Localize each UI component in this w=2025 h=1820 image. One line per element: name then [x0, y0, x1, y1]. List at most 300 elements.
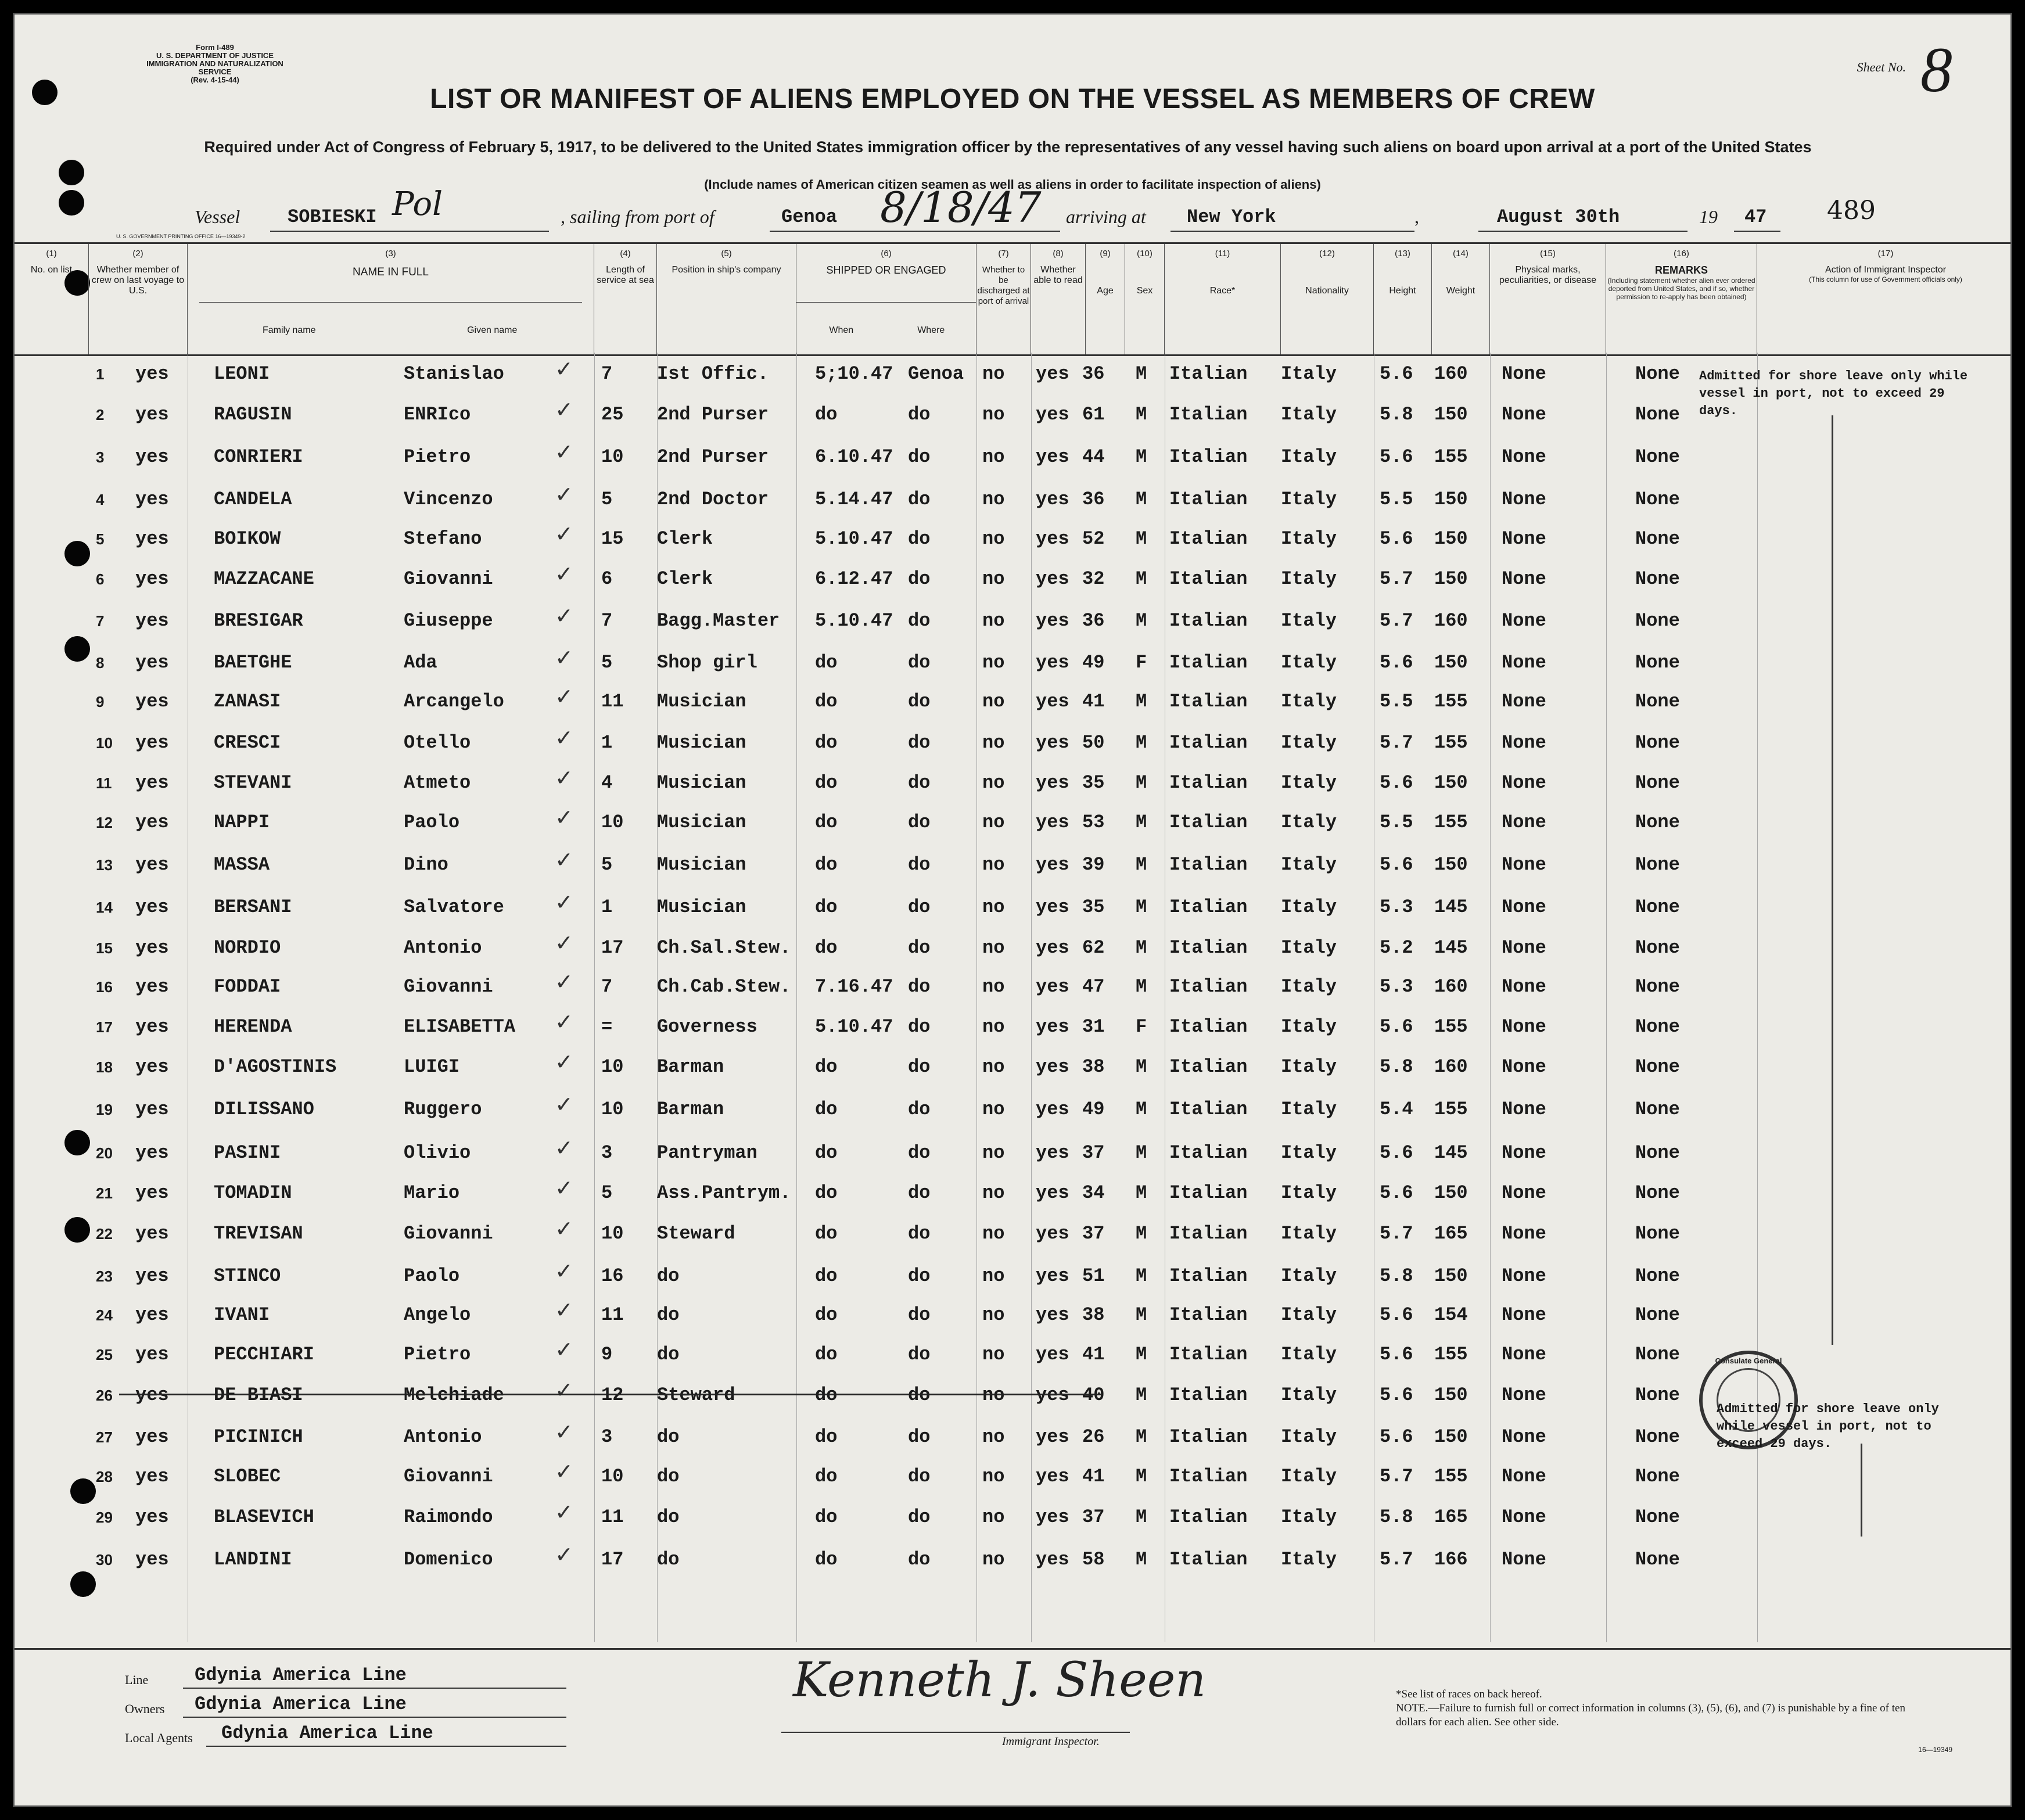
- cell-position: Steward: [657, 1223, 735, 1244]
- col-header-sex: (10) Sex: [1125, 244, 1165, 354]
- cell-given-name: Angelo: [404, 1304, 471, 1326]
- table-row: [15, 930, 2010, 978]
- cell-shipped-where: do: [908, 854, 931, 875]
- cell-shipped-where: do: [908, 976, 931, 997]
- cell-nationality: Italy: [1281, 1506, 1337, 1528]
- cell-age: 37: [1082, 1506, 1105, 1528]
- cell-position: Governess: [657, 1016, 757, 1038]
- cell-service: 3: [601, 1426, 613, 1448]
- cell-service: 10: [601, 1466, 624, 1487]
- cell-age: 41: [1082, 1344, 1105, 1365]
- cell-age: 38: [1082, 1056, 1105, 1078]
- cell-remarks: None: [1635, 363, 1680, 385]
- cell-sex: M: [1136, 1056, 1147, 1078]
- agents-value: Gdynia America Line: [221, 1722, 433, 1744]
- cell-discharged: no: [982, 404, 1005, 425]
- cell-weight: 150: [1434, 1384, 1468, 1406]
- cell-age: 37: [1082, 1142, 1105, 1164]
- cell-weight: 150: [1434, 568, 1468, 590]
- cell-shipped-where: do: [908, 732, 931, 753]
- cell-no: 8: [96, 654, 105, 672]
- cell-discharged: no: [982, 1182, 1005, 1204]
- col-header-remarks: (16) REMARKS (Including statement whether alien ever ordered deported from United States, and if so, whether permission to re-apply has been obtained): [1606, 244, 1757, 354]
- cell-age: 62: [1082, 937, 1105, 959]
- cell-read: yes: [1036, 610, 1069, 631]
- cell-position: Musician: [657, 691, 746, 712]
- cell-shipped-when: do: [815, 691, 838, 712]
- sheet-label: Sheet No.: [1857, 60, 1906, 74]
- cell-shipped-where: do: [908, 1056, 931, 1078]
- cell-height: 5.6: [1380, 1384, 1413, 1406]
- cell-weight: 150: [1434, 652, 1468, 673]
- cell-prev-voyage: yes: [135, 1142, 169, 1164]
- cell-remarks: None: [1635, 1099, 1680, 1120]
- cell-read: yes: [1036, 528, 1069, 550]
- cell-marks: None: [1502, 489, 1546, 510]
- cell-height: 5.8: [1380, 1056, 1413, 1078]
- cell-no: 28: [96, 1468, 113, 1485]
- cell-marks: None: [1502, 1384, 1546, 1406]
- cell-prev-voyage: yes: [135, 363, 169, 385]
- cell-nationality: Italy: [1281, 652, 1337, 673]
- cell-weight: 150: [1434, 404, 1468, 425]
- cell-read: yes: [1036, 446, 1069, 468]
- cell-sex: M: [1136, 854, 1147, 875]
- cell-prev-voyage: yes: [135, 812, 169, 833]
- cell-position: 2nd Doctor: [657, 489, 769, 510]
- cell-discharged: no: [982, 772, 1005, 794]
- cell-prev-voyage: yes: [135, 976, 169, 997]
- cell-remarks: None: [1635, 976, 1680, 997]
- check-mark-icon: ✓: [555, 1419, 573, 1445]
- form-number: Form I-489: [196, 43, 234, 52]
- cell-age: 47: [1082, 976, 1105, 997]
- cell-prev-voyage: yes: [135, 1016, 169, 1038]
- cell-race: Italian: [1169, 1223, 1248, 1244]
- col-header-name: (3) NAME IN FULL Family name Given name: [188, 244, 594, 354]
- cell-read: yes: [1036, 772, 1069, 794]
- check-mark-icon: ✓: [555, 356, 573, 382]
- cell-nationality: Italy: [1281, 691, 1337, 712]
- cell-nationality: Italy: [1281, 363, 1337, 385]
- cell-given-name: Pietro: [404, 1344, 471, 1365]
- cell-given-name: ELISABETTA: [404, 1016, 516, 1038]
- col-header-weight: (14) Weight: [1432, 244, 1490, 354]
- cell-no: 17: [96, 1018, 113, 1036]
- cell-nationality: Italy: [1281, 1304, 1337, 1326]
- cell-discharged: no: [982, 568, 1005, 590]
- cell-remarks: None: [1635, 1056, 1680, 1078]
- cell-shipped-where: do: [908, 1016, 931, 1038]
- cell-no: 14: [96, 899, 113, 916]
- cell-position: Clerk: [657, 568, 713, 590]
- owners-label: Owners: [125, 1701, 165, 1716]
- form-code: 16—19349: [1918, 1746, 1952, 1754]
- cell-age: 50: [1082, 732, 1105, 753]
- table-row: [15, 889, 2010, 937]
- cell-remarks: None: [1635, 1182, 1680, 1204]
- cell-height: 5.6: [1380, 854, 1413, 875]
- cell-prev-voyage: yes: [135, 1056, 169, 1078]
- cell-remarks: None: [1635, 854, 1680, 875]
- cell-no: 2: [96, 406, 105, 423]
- check-mark-icon: ✓: [555, 439, 573, 465]
- cell-weight: 150: [1434, 854, 1468, 875]
- table-row: [15, 684, 2010, 731]
- cell-service: 6: [601, 568, 613, 590]
- cell-height: 5.7: [1380, 610, 1413, 631]
- cell-height: 5.8: [1380, 1265, 1413, 1287]
- col-header-shipped: (6) SHIPPED OR ENGAGED When Where: [796, 244, 976, 354]
- table-row: [15, 1175, 2010, 1223]
- cell-sex: M: [1136, 610, 1147, 631]
- table-row: [15, 1049, 2010, 1097]
- cell-shipped-where: do: [908, 446, 931, 468]
- cell-family-name: STINCO: [214, 1265, 281, 1287]
- cell-shipped-when: 5.10.47: [815, 528, 893, 550]
- cell-marks: None: [1502, 404, 1546, 425]
- cell-remarks: None: [1635, 1549, 1680, 1570]
- cell-prev-voyage: yes: [135, 1099, 169, 1120]
- cell-given-name: Raimondo: [404, 1506, 493, 1528]
- cell-family-name: PICINICH: [214, 1426, 303, 1448]
- cell-race: Italian: [1169, 937, 1248, 959]
- cell-read: yes: [1036, 1384, 1069, 1406]
- cell-sex: M: [1136, 1466, 1147, 1487]
- manifest-sheet: [13, 13, 2012, 1807]
- cell-marks: None: [1502, 1056, 1546, 1078]
- inspector-signature: Kenneth J. Sheen: [793, 1653, 1207, 1708]
- cell-remarks: None: [1635, 1384, 1680, 1406]
- cell-sex: M: [1136, 446, 1147, 468]
- cell-shipped-where: do: [908, 1099, 931, 1120]
- cell-remarks: None: [1635, 1223, 1680, 1244]
- cell-prev-voyage: yes: [135, 1265, 169, 1287]
- cell-marks: None: [1502, 1304, 1546, 1326]
- page-subtitle-note: (Include names of American citizen seamen as well as aliens in order to facilitate inspection of aliens): [704, 177, 1321, 192]
- cell-shipped-where: do: [908, 1304, 931, 1326]
- cell-remarks: None: [1635, 446, 1680, 468]
- cell-age: 35: [1082, 772, 1105, 794]
- cell-remarks: None: [1635, 1466, 1680, 1487]
- cell-weight: 150: [1434, 1426, 1468, 1448]
- check-mark-icon: ✓: [555, 397, 573, 422]
- cell-height: 5.7: [1380, 568, 1413, 590]
- check-mark-icon: ✓: [555, 1377, 573, 1403]
- cell-no: 19: [96, 1101, 113, 1118]
- cell-discharged: no: [982, 1426, 1005, 1448]
- cell-remarks: None: [1635, 1506, 1680, 1528]
- vessel-name: SOBIESKI: [288, 206, 377, 228]
- cell-no: 4: [96, 491, 105, 508]
- cell-shipped-when: do: [815, 896, 838, 918]
- cell-marks: None: [1502, 1426, 1546, 1448]
- cell-no: 13: [96, 856, 113, 874]
- cell-height: 5.6: [1380, 528, 1413, 550]
- cell-nationality: Italy: [1281, 1182, 1337, 1204]
- cell-service: 15: [601, 528, 624, 550]
- cell-shipped-where: Genoa: [908, 363, 964, 385]
- cell-marks: None: [1502, 691, 1546, 712]
- cell-age: 58: [1082, 1549, 1105, 1570]
- cell-shipped-where: do: [908, 528, 931, 550]
- cell-race: Italian: [1169, 568, 1248, 590]
- col-header-action: (17) Action of Immigrant Inspector (This column for use of Government officials only): [1809, 249, 1962, 283]
- cell-shipped-when: do: [815, 1099, 838, 1120]
- cell-discharged: no: [982, 691, 1005, 712]
- cell-family-name: BOIKOW: [214, 528, 281, 550]
- races-note: *See list of races on back hereof.: [1396, 1688, 1542, 1700]
- cell-marks: None: [1502, 568, 1546, 590]
- cell-nationality: Italy: [1281, 1056, 1337, 1078]
- table-row: [15, 1542, 2010, 1589]
- cell-no: 12: [96, 814, 113, 831]
- cell-family-name: BERSANI: [214, 896, 292, 918]
- cell-sex: M: [1136, 1506, 1147, 1528]
- cell-age: 38: [1082, 1304, 1105, 1326]
- cell-sex: M: [1136, 1182, 1147, 1204]
- col-header-race: (11) Race*: [1165, 244, 1281, 354]
- cell-service: 25: [601, 404, 624, 425]
- cell-race: Italian: [1169, 446, 1248, 468]
- cell-nationality: Italy: [1281, 446, 1337, 468]
- cell-family-name: RAGUSIN: [214, 404, 292, 425]
- cell-height: 5.6: [1380, 1182, 1413, 1204]
- cell-nationality: Italy: [1281, 1466, 1337, 1487]
- cell-shipped-where: do: [908, 404, 931, 425]
- cell-race: Italian: [1169, 1265, 1248, 1287]
- cell-sex: M: [1136, 489, 1147, 510]
- table-row: [15, 725, 2010, 773]
- cell-family-name: MASSA: [214, 854, 270, 875]
- check-mark-icon: ✓: [555, 805, 573, 830]
- cell-sex: M: [1136, 528, 1147, 550]
- cell-sex: M: [1136, 1344, 1147, 1365]
- cell-race: Italian: [1169, 976, 1248, 997]
- cell-read: yes: [1036, 1099, 1069, 1120]
- cell-marks: None: [1502, 1142, 1546, 1164]
- cell-height: 5.7: [1380, 1223, 1413, 1244]
- cell-weight: 160: [1434, 363, 1468, 385]
- footer-divider: [15, 1648, 2010, 1650]
- action-note-2: Admitted for shore leave only while vessel in port, not to exceed 29 days.: [1717, 1402, 1939, 1451]
- cell-service: 17: [601, 1549, 624, 1570]
- cell-shipped-when: do: [815, 652, 838, 673]
- check-mark-icon: ✓: [555, 889, 573, 915]
- cell-service: 5: [601, 1182, 613, 1204]
- cell-shipped-where: do: [908, 1223, 931, 1244]
- arrival-year: 47: [1744, 206, 1767, 228]
- check-mark-icon: ✓: [555, 684, 573, 709]
- cell-family-name: LANDINI: [214, 1549, 292, 1570]
- cell-position: Clerk: [657, 528, 713, 550]
- cell-given-name: Giovanni: [404, 976, 493, 997]
- cell-nationality: Italy: [1281, 489, 1337, 510]
- check-mark-icon: ✓: [555, 645, 573, 670]
- printing-office-note: U. S. GOVERNMENT PRINTING OFFICE 16—19349-2: [116, 234, 246, 239]
- cell-position: Pantryman: [657, 1142, 757, 1164]
- cell-remarks: None: [1635, 1426, 1680, 1448]
- cell-given-name: Atmeto: [404, 772, 471, 794]
- cell-height: 5.6: [1380, 1344, 1413, 1365]
- cell-nationality: Italy: [1281, 1265, 1337, 1287]
- cell-given-name: Melchiade: [404, 1384, 504, 1406]
- cell-sex: M: [1136, 976, 1147, 997]
- table-row: [15, 1135, 2010, 1183]
- cell-service: 3: [601, 1142, 613, 1164]
- cell-height: 5.3: [1380, 976, 1413, 997]
- action-note-1: Admitted for shore leave only while vessel in port, not to exceed 29 days.: [1699, 369, 1968, 418]
- cell-family-name: CANDELA: [214, 489, 292, 510]
- cell-no: 15: [96, 939, 113, 957]
- cell-prev-voyage: yes: [135, 1223, 169, 1244]
- cell-age: 40: [1082, 1384, 1105, 1406]
- cell-nationality: Italy: [1281, 528, 1337, 550]
- cell-shipped-when: do: [815, 732, 838, 753]
- cell-marks: None: [1502, 812, 1546, 833]
- cell-service: 7: [601, 363, 613, 385]
- cell-race: Italian: [1169, 1426, 1248, 1448]
- cell-position: Musician: [657, 812, 746, 833]
- cell-age: 44: [1082, 446, 1105, 468]
- cell-prev-voyage: yes: [135, 896, 169, 918]
- cell-position: Steward: [657, 1384, 735, 1406]
- cell-given-name: Stefano: [404, 528, 482, 550]
- cell-discharged: no: [982, 1304, 1005, 1326]
- cell-race: Italian: [1169, 404, 1248, 425]
- cell-shipped-when: do: [815, 1304, 838, 1326]
- cell-remarks: None: [1635, 691, 1680, 712]
- cell-discharged: no: [982, 1466, 1005, 1487]
- cell-weight: 145: [1434, 1142, 1468, 1164]
- cell-prev-voyage: yes: [135, 1426, 169, 1448]
- agents-label: Local Agents: [125, 1731, 193, 1745]
- table-row: [15, 603, 2010, 651]
- check-mark-icon: ✓: [555, 765, 573, 791]
- check-mark-icon: ✓: [555, 521, 573, 547]
- cell-service: 12: [601, 1384, 624, 1406]
- cell-position: do: [657, 1426, 680, 1448]
- cell-remarks: None: [1635, 772, 1680, 794]
- cell-weight: 145: [1434, 937, 1468, 959]
- cell-no: 6: [96, 570, 105, 588]
- cell-height: 5.7: [1380, 732, 1413, 753]
- cell-race: Italian: [1169, 1056, 1248, 1078]
- cell-nationality: Italy: [1281, 812, 1337, 833]
- table-row: [15, 521, 2010, 569]
- cell-nationality: Italy: [1281, 937, 1337, 959]
- cell-prev-voyage: yes: [135, 528, 169, 550]
- cell-marks: None: [1502, 652, 1546, 673]
- cell-shipped-when: 5.10.47: [815, 610, 893, 631]
- cell-prev-voyage: yes: [135, 1384, 169, 1406]
- cell-discharged: no: [982, 812, 1005, 833]
- cell-shipped-when: 6.10.47: [815, 446, 893, 468]
- cell-race: Italian: [1169, 812, 1248, 833]
- cell-shipped-when: 5.14.47: [815, 489, 893, 510]
- check-mark-icon: ✓: [555, 1009, 573, 1035]
- cell-sex: M: [1136, 363, 1147, 385]
- cell-race: Italian: [1169, 896, 1248, 918]
- cell-weight: 154: [1434, 1304, 1468, 1326]
- cell-read: yes: [1036, 812, 1069, 833]
- cell-weight: 155: [1434, 1016, 1468, 1038]
- cell-discharged: no: [982, 1223, 1005, 1244]
- cell-race: Italian: [1169, 1099, 1248, 1120]
- col-header-service: (4) Length of service at sea: [594, 244, 657, 354]
- cell-given-name: Olivio: [404, 1142, 471, 1164]
- check-mark-icon: ✓: [555, 1297, 573, 1323]
- cell-given-name: LUIGI: [404, 1056, 460, 1078]
- cell-no: 27: [96, 1428, 113, 1446]
- table-header: [15, 242, 2010, 356]
- check-mark-icon: ✓: [555, 1499, 573, 1525]
- cell-race: Italian: [1169, 1384, 1248, 1406]
- line-value: Gdynia America Line: [195, 1664, 407, 1686]
- cell-discharged: no: [982, 1265, 1005, 1287]
- cell-height: 5.6: [1380, 446, 1413, 468]
- table-row: [15, 439, 2010, 487]
- cell-age: 36: [1082, 489, 1105, 510]
- cell-given-name: Ruggero: [404, 1099, 482, 1120]
- cell-weight: 155: [1434, 446, 1468, 468]
- cell-nationality: Italy: [1281, 732, 1337, 753]
- page-title: LIST OR MANIFEST OF ALIENS EMPLOYED ON THE VESSEL AS MEMBERS OF CREW: [430, 84, 1595, 114]
- check-mark-icon: ✓: [555, 1135, 573, 1161]
- cell-shipped-where: do: [908, 1426, 931, 1448]
- cell-nationality: Italy: [1281, 896, 1337, 918]
- cell-weight: 155: [1434, 1344, 1468, 1365]
- cell-discharged: no: [982, 1142, 1005, 1164]
- cell-prev-voyage: yes: [135, 732, 169, 753]
- table-row: [15, 765, 2010, 813]
- cell-sex: M: [1136, 937, 1147, 959]
- cell-marks: None: [1502, 1506, 1546, 1528]
- col-header-no: (1) No. on list: [15, 244, 89, 354]
- cell-race: Italian: [1169, 691, 1248, 712]
- cell-race: Italian: [1169, 732, 1248, 753]
- cell-family-name: BRESIGAR: [214, 610, 303, 631]
- cell-read: yes: [1036, 1056, 1069, 1078]
- check-mark-icon: ✓: [555, 930, 573, 956]
- cell-remarks: None: [1635, 1142, 1680, 1164]
- cell-given-name: Antonio: [404, 937, 482, 959]
- cell-sex: M: [1136, 404, 1147, 425]
- cell-shipped-where: do: [908, 812, 931, 833]
- cell-prev-voyage: yes: [135, 937, 169, 959]
- cell-given-name: Otello: [404, 732, 471, 753]
- cell-prev-voyage: yes: [135, 446, 169, 468]
- cell-shipped-where: do: [908, 937, 931, 959]
- handwritten-date: 8/18/47: [880, 183, 1042, 232]
- cell-no: 25: [96, 1346, 113, 1363]
- cell-height: 5.2: [1380, 937, 1413, 959]
- cell-remarks: None: [1635, 568, 1680, 590]
- cell-service: 7: [601, 976, 613, 997]
- cell-family-name: CRESCI: [214, 732, 281, 753]
- cell-service: =: [601, 1016, 613, 1038]
- cell-position: Musician: [657, 772, 746, 794]
- cell-discharged: no: [982, 732, 1005, 753]
- cell-nationality: Italy: [1281, 1384, 1337, 1406]
- cell-discharged: no: [982, 1506, 1005, 1528]
- cell-position: do: [657, 1265, 680, 1287]
- table-row: [15, 805, 2010, 852]
- cell-shipped-when: do: [815, 404, 838, 425]
- cell-position: do: [657, 1466, 680, 1487]
- cell-shipped-where: do: [908, 1182, 931, 1204]
- form-identifier: [131, 44, 299, 84]
